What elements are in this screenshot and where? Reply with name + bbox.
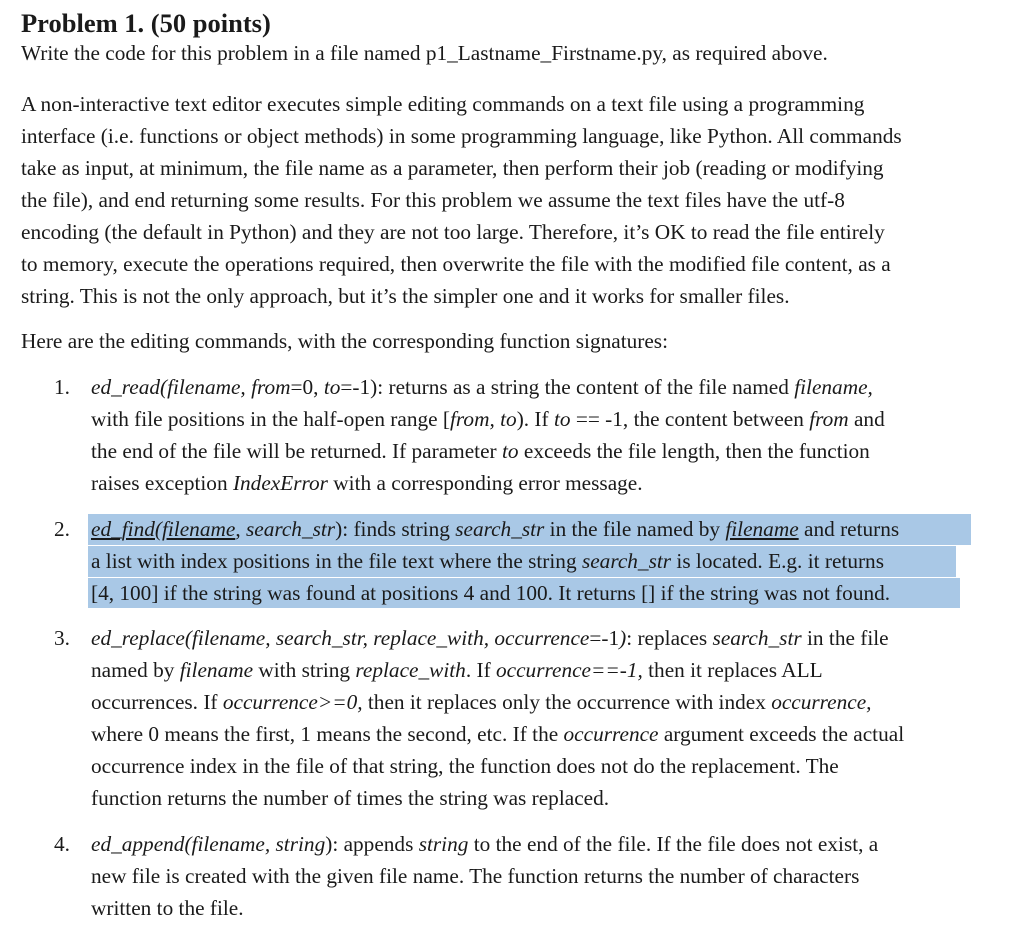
text-run: and returns	[798, 517, 900, 541]
command-line	[91, 513, 899, 545]
command-line	[91, 860, 859, 892]
italic-identifier: to	[501, 439, 519, 463]
text-run: == -1, the content between	[570, 407, 810, 431]
text-run: raises exception	[91, 471, 233, 495]
command-line	[91, 467, 643, 499]
text-run: =-1): returns as a string the content of the file named	[340, 375, 795, 399]
intro-line: A non-interactive text editor executes simple editing commands on a text file using a programming	[21, 92, 865, 116]
command-line	[91, 686, 872, 718]
italic-identifier: string	[418, 832, 469, 856]
intro-line: string. This is not the only approach, but it’s the simpler one and it works for smaller files.	[21, 284, 790, 308]
italic-identifier: to	[553, 407, 571, 431]
command-line	[91, 371, 873, 403]
text-run: written to the file.	[91, 896, 244, 920]
text-run: =-1	[589, 626, 620, 650]
item-number: 3.	[54, 626, 70, 650]
command-line	[91, 435, 870, 467]
text-run: . If	[465, 658, 496, 682]
italic-identifier: replace_with	[355, 658, 466, 682]
italic-identifier: search_str	[245, 517, 336, 541]
command-line	[91, 654, 823, 686]
underlined-identifier: filename	[725, 517, 799, 541]
text-run: exceeds the file length, then the function	[518, 439, 870, 463]
italic-identifier: filename,	[794, 375, 873, 399]
text-run: then it replaces ALL	[642, 658, 823, 682]
text-run: with file positions in the half-open range [	[91, 407, 451, 431]
command-line	[91, 892, 244, 924]
item-number: 4.	[54, 832, 70, 856]
command-line	[91, 750, 839, 782]
item-number: 1.	[54, 375, 70, 399]
underlined-identifier: ed_find(filename	[91, 517, 236, 541]
italic-identifier: filename	[179, 658, 254, 682]
text-run: ): finds string	[335, 517, 456, 541]
text-run: ): appends	[325, 832, 419, 856]
italic-identifier: occurrence>=0,	[222, 690, 363, 714]
text-run: where 0 means the first, 1 means the second, etc. If the	[91, 722, 564, 746]
text-run: [4, 100] if the string was found at positions 4 and 100. It returns [] if the string was not found.	[91, 581, 891, 605]
italic-identifier: occurrence	[563, 722, 659, 746]
text-run: : replaces	[626, 626, 713, 650]
command-line	[91, 577, 890, 609]
text-run: occurrence index in the file of that string, the function does not do the replacement. The	[91, 754, 839, 778]
text-run: with a corresponding error message.	[327, 471, 643, 495]
text-run: and	[848, 407, 885, 431]
intro-line: take as input, at minimum, the file name as a parameter, then perform their job (reading or modifying	[21, 156, 884, 180]
text-run: then it replaces only the occurrence with index	[362, 690, 772, 714]
italic-identifier: IndexError	[232, 471, 328, 495]
text-run: =0,	[290, 375, 324, 399]
italic-identifier: search_str	[712, 626, 802, 650]
italic-identifier: search_str	[581, 549, 672, 573]
italic-identifier: search_str	[455, 517, 545, 541]
command-line	[91, 828, 878, 860]
command-line	[91, 545, 884, 577]
intro-line: the file), and end returning some results. For this problem we assume the text files have the utf-8	[21, 188, 845, 212]
italic-identifier: ed_read(filename, from	[91, 375, 291, 399]
text-run: ). If	[516, 407, 554, 431]
italic-identifier: ed_append(filename, string	[91, 832, 326, 856]
italic-identifier: occurrence,	[771, 690, 872, 714]
item-number: 2.	[54, 517, 70, 541]
intro-line: interface (i.e. functions or object methods) in some programming language, like Python. All commands	[21, 124, 902, 148]
text-run: in the file	[801, 626, 889, 650]
text-run: occurrences. If	[91, 690, 223, 714]
italic-identifier: to	[323, 375, 341, 399]
italic-identifier: )	[619, 626, 627, 650]
text-run: argument exceeds the actual	[658, 722, 905, 746]
file-instruction: Write the code for this problem in a file named p1_Lastname_Firstname.py, as required above.	[21, 41, 828, 65]
intro-line: encoding (the default in Python) and they are not too large. Therefore, it’s OK to read the file entirely	[21, 220, 885, 244]
text-run: a list with index positions in the file text where the string	[91, 549, 582, 573]
italic-identifier: occurrence==-1,	[496, 658, 643, 682]
italic-identifier: ed_replace(filename, search_str, replace_with, occurrence	[91, 626, 590, 650]
command-line	[91, 403, 885, 435]
text-run: with string	[253, 658, 356, 682]
text-run: function returns the number of times the string was replaced.	[91, 786, 610, 810]
intro-line: to memory, execute the operations required, then overwrite the file with the modified file content, as a	[21, 252, 891, 276]
text-run: in the file named by	[544, 517, 726, 541]
text-run: named by	[91, 658, 180, 682]
command-line	[91, 718, 904, 750]
command-line	[91, 782, 609, 814]
problem-title: Problem 1. (50 points)	[21, 8, 271, 38]
text-run: is located. E.g. it returns	[671, 549, 884, 573]
italic-identifier: from, to	[450, 407, 517, 431]
text-run: new file is created with the given file name. The function returns the number of characters	[91, 864, 860, 888]
italic-identifier: from	[809, 407, 849, 431]
text-run: to the end of the file. If the file does not exist, a	[468, 832, 879, 856]
command-line	[91, 622, 889, 654]
text-run: ,	[235, 517, 246, 541]
text-run: the end of the file will be returned. If parameter	[91, 439, 502, 463]
list-intro: Here are the editing commands, with the corresponding function signatures:	[21, 329, 669, 353]
